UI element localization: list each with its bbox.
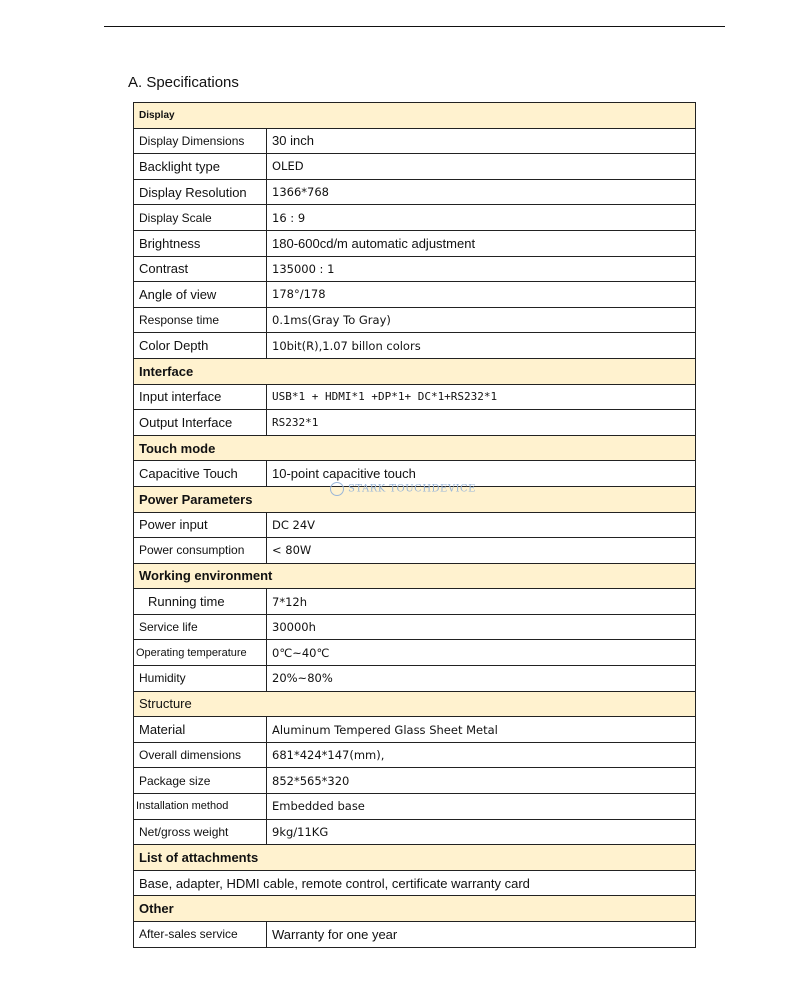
table-row (134, 128, 696, 154)
table-row (134, 794, 696, 820)
table-row (134, 870, 696, 896)
table-row (134, 205, 696, 231)
specifications-table (133, 102, 696, 948)
section-title-display: Display (134, 103, 696, 129)
spec-value: 9kg/11KG (267, 819, 696, 845)
spec-label: Material (134, 717, 267, 743)
spec-label: Color Depth (134, 333, 267, 359)
top-divider (104, 26, 725, 27)
spec-label: Display Dimensions (134, 128, 267, 154)
spec-label: Input interface (134, 384, 267, 410)
spec-value: 10bit(R),1.07 billon colors (267, 333, 696, 359)
spec-value: 20%~80% (267, 666, 696, 692)
section-header-display (134, 103, 696, 129)
section-header-working-environment (134, 563, 696, 589)
spec-value: 30 inch (267, 128, 696, 154)
spec-label: Response time (134, 307, 267, 333)
spec-label: Power consumption (134, 538, 267, 564)
spec-label: Installation method (134, 794, 267, 820)
table-row (134, 717, 696, 743)
spec-value: DC 24V (267, 512, 696, 538)
spec-label: Backlight type (134, 154, 267, 180)
spec-value: 10-point capacitive touch (267, 461, 696, 487)
table-row (134, 230, 696, 256)
spec-label: Humidity (134, 666, 267, 692)
section-title-structure: Structure (134, 691, 696, 717)
section-header-structure (134, 691, 696, 717)
spec-label: Overall dimensions (134, 742, 267, 768)
spec-value: 180-600cd/m automatic adjustment (267, 230, 696, 256)
spec-label: Capacitive Touch (134, 461, 267, 487)
table-row (134, 768, 696, 794)
spec-value: OLED (267, 154, 696, 180)
spec-value: 7*12h (267, 589, 696, 615)
table-row (134, 179, 696, 205)
section-header-other (134, 896, 696, 922)
table-row (134, 640, 696, 666)
section-header-attachments (134, 845, 696, 871)
spec-label: After-sales service (134, 922, 267, 948)
spec-label: Display Scale (134, 205, 267, 231)
section-header-interface (134, 358, 696, 384)
spec-label: Power input (134, 512, 267, 538)
table-row (134, 742, 696, 768)
section-title-interface: Interface (134, 358, 696, 384)
table-row (134, 154, 696, 180)
table-row (134, 589, 696, 615)
spec-label: Net/gross weight (134, 819, 267, 845)
section-title-touch-mode: Touch mode (134, 435, 696, 461)
spec-value: Aluminum Tempered Glass Sheet Metal (267, 717, 696, 743)
spec-label: Angle of view (134, 282, 267, 308)
spec-label: Display Resolution (134, 179, 267, 205)
table-row (134, 333, 696, 359)
spec-value: 1366*768 (267, 179, 696, 205)
spec-label: Contrast (134, 256, 267, 282)
spec-label: Operating temperature (134, 640, 267, 666)
spec-value: 852*565*320 (267, 768, 696, 794)
table-row (134, 307, 696, 333)
spec-label: Package size (134, 768, 267, 794)
watermark-text: STARK TOUCHDEVICE (348, 483, 476, 495)
spec-value: 16 : 9 (267, 205, 696, 231)
table-row (134, 512, 696, 538)
spec-value: 0.1ms(Gray To Gray) (267, 307, 696, 333)
section-title: A. Specifications (128, 74, 239, 91)
table-row (134, 666, 696, 692)
table-row (134, 282, 696, 308)
table-row (134, 384, 696, 410)
spec-value: 135000 : 1 (267, 256, 696, 282)
watermark (330, 482, 476, 496)
spec-value: < 80W (267, 538, 696, 564)
spec-value: 681*424*147(mm), (267, 742, 696, 768)
section-title-attachments: List of attachments (134, 845, 696, 871)
spec-value: Warranty for one year (267, 922, 696, 948)
table-row (134, 538, 696, 564)
section-title-power: Power Parameters (134, 486, 696, 512)
spec-label: Service life (134, 614, 267, 640)
spec-value: 30000h (267, 614, 696, 640)
spec-label: Brightness (134, 230, 267, 256)
section-header-touch-mode (134, 435, 696, 461)
attachments-list: Base, adapter, HDMI cable, remote control, certificate warranty card (134, 870, 696, 896)
spec-value: 0℃~40℃ (267, 640, 696, 666)
watermark-logo-icon (330, 482, 344, 496)
section-title-other: Other (134, 896, 696, 922)
spec-value: 178°/178 (267, 282, 696, 308)
table-row (134, 256, 696, 282)
spec-value: RS232*1 (267, 410, 696, 436)
table-row (134, 410, 696, 436)
section-title-working-environment: Working environment (134, 563, 696, 589)
spec-label: Running time (134, 589, 267, 615)
spec-label: Output Interface (134, 410, 267, 436)
table-row (134, 614, 696, 640)
spec-value: Embedded base (267, 794, 696, 820)
table-row (134, 819, 696, 845)
spec-value: USB*1 + HDMI*1 +DP*1+ DC*1+RS232*1 (267, 384, 696, 410)
table-row (134, 922, 696, 948)
